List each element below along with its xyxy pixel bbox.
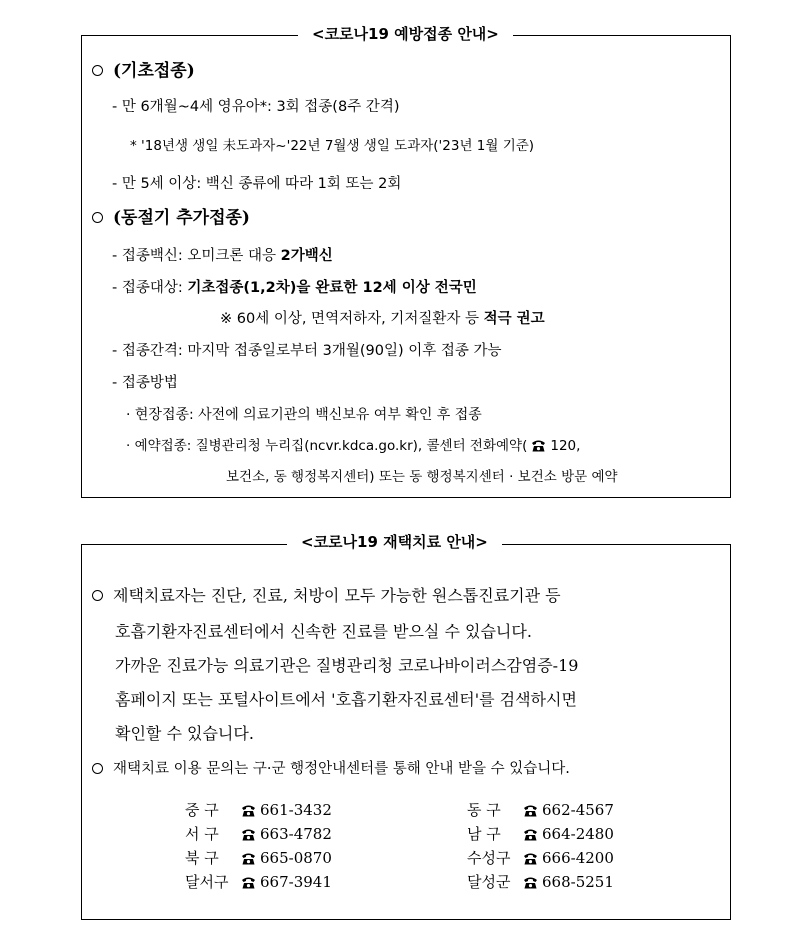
contact-entry: 서 구 663-4782 (185, 825, 332, 843)
telephone-icon (241, 876, 256, 889)
home-treatment-paragraph-line4: 홈페이지 또는 포털사이트에서 '호흡기환자진료센터'를 검색하시면 (115, 690, 577, 709)
basic-infant-line: - 만 6개월~4세 영유아*: 3회 접종(8주 간격) (112, 99, 400, 115)
hollow-circle-icon (92, 763, 103, 774)
basic-vaccination-heading: (기초접종) (92, 61, 195, 81)
telephone-icon (241, 828, 256, 841)
home-treatment-inquiry-line: 재택치료 이용 문의는 구·군 행정안내센터를 통해 안내 받을 수 있습니다. (92, 759, 570, 779)
onsite-vaccination-line: · 현장접종: 사전에 의료기관의 백신보유 여부 확인 후 접종 (126, 407, 482, 423)
vaccine-method-line: - 접종방법 (112, 375, 178, 391)
home-treatment-title: <코로나19 재택치료 안내> (287, 532, 502, 552)
hollow-circle-icon (92, 212, 103, 223)
vaccine-interval-line: - 접종간격: 마지막 접종일로부터 3개월(90일) 이후 접종 가능 (112, 343, 502, 359)
basic-infant-note: * '18년생 생일 未도과자~'22년 7월생 생일 도과자('23년 1월 기준) (130, 138, 535, 154)
contact-entry: 달서구 667-3941 (185, 873, 332, 891)
telephone-icon (241, 804, 256, 817)
home-treatment-paragraph-line1: 제택치료자는 진단, 진료, 처방이 모두 가능한 원스톱진료기관 등 (92, 586, 561, 606)
contact-entry: 남 구 664-2480 (467, 825, 614, 843)
contact-entry: 수성구 666-4200 (467, 849, 614, 867)
hollow-circle-icon (92, 65, 103, 76)
contact-entry: 동 구 662-4567 (467, 801, 614, 819)
basic-age5-line: - 만 5세 이상: 백신 종류에 따라 1회 또는 2회 (112, 176, 402, 192)
home-treatment-paragraph-line3: 가까운 진료가능 의료기관은 질병관리청 코로나바이러스감염증-19 (115, 656, 579, 675)
telephone-icon (523, 876, 538, 889)
vaccination-title: <코로나19 예방접종 안내> (298, 24, 513, 44)
telephone-icon (241, 852, 256, 865)
home-treatment-paragraph-line5: 확인할 수 있습니다. (115, 724, 254, 743)
telephone-icon (523, 852, 538, 865)
vaccine-target-line: - 접종대상: 기초접종(1,2차)을 완료한 12세 이상 전국민 (112, 280, 477, 296)
reservation-vaccination-line2: 보건소, 동 행정복지센터) 또는 동 행정복지센터 · 보건소 방문 예약 (226, 469, 618, 485)
telephone-icon (531, 439, 546, 452)
telephone-icon (523, 804, 538, 817)
vaccine-target-note: ※ 60세 이상, 면역저하자, 기저질환자 등 적극 권고 (220, 311, 545, 327)
contact-entry: 중 구 661-3432 (185, 801, 332, 819)
contact-entry: 달성군 668-5251 (467, 873, 614, 891)
contact-entry: 북 구 665-0870 (185, 849, 332, 867)
telephone-icon (523, 828, 538, 841)
reservation-vaccination-line: · 예약접종: 질병관리청 누리집(ncvr.kdca.go.kr), 콜센터 전화예약( 120, (126, 438, 581, 454)
vaccine-type-line: - 접종백신: 오미크론 대응 2가백신 (112, 248, 333, 264)
hollow-circle-icon (92, 590, 103, 601)
home-treatment-paragraph-line2: 호흡기환자진료센터에서 신속한 진료를 받으실 수 있습니다. (115, 622, 532, 641)
winter-booster-heading: (동절기 추가접종) (92, 208, 250, 228)
